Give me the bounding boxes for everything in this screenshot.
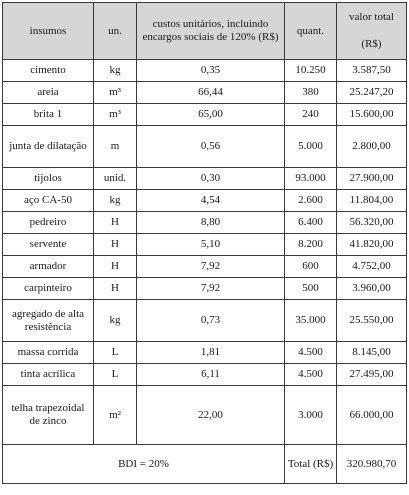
cell-un: H [94, 278, 137, 300]
cell-custo: 7,92 [137, 256, 285, 278]
cell-total: 3.587,50 [337, 60, 407, 82]
table-row [3, 234, 407, 256]
cell-quant: 93.000 [285, 168, 337, 190]
cell-un: L [94, 364, 137, 386]
cell-total: 11.804,00 [337, 190, 407, 212]
header-un: un. [94, 3, 137, 60]
cell-un: H [94, 234, 137, 256]
header-quant: quant. [285, 3, 337, 60]
table-footer [3, 445, 407, 484]
cell-custo: 66,44 [137, 82, 285, 104]
cell-un: m³ [94, 104, 137, 126]
cell-insumo: areia [3, 82, 94, 104]
cell-quant: 500 [285, 278, 337, 300]
cell-insumo: telha trapezoidal de zinco [3, 386, 94, 445]
table-row [3, 212, 407, 234]
cell-insumo: cimento [3, 60, 94, 82]
cell-total: 2.800,00 [337, 126, 407, 168]
cell-insumo: junta de dilatação [3, 126, 94, 168]
cell-un: m³ [94, 82, 137, 104]
cell-quant: 6.400 [285, 212, 337, 234]
cell-custo: 65,00 [137, 104, 285, 126]
table-row [3, 342, 407, 364]
table-row [3, 126, 407, 168]
cell-total: 4.752,00 [337, 256, 407, 278]
cell-custo: 0,30 [137, 168, 285, 190]
cell-insumo: aço CA-50 [3, 190, 94, 212]
table-row [3, 190, 407, 212]
cell-insumo: agregado de alta resistência [3, 300, 94, 342]
cell-insumo: servente [3, 234, 94, 256]
header-valor-total [337, 3, 407, 60]
cell-total: 3.960,00 [337, 278, 407, 300]
cell-custo: 0,73 [137, 300, 285, 342]
cell-custo: 7,92 [137, 278, 285, 300]
header-custo: custos unitários, incluindo encargos sociais de 120% (R$) [137, 3, 285, 60]
table-row [3, 60, 407, 82]
cell-un: kg [94, 60, 137, 82]
cell-un: kg [94, 300, 137, 342]
cell-insumo: pedreiro [3, 212, 94, 234]
cell-insumo: massa corrida [3, 342, 94, 364]
cell-un: H [94, 212, 137, 234]
cell-quant: 2.600 [285, 190, 337, 212]
cell-quant: 35.000 [285, 300, 337, 342]
cell-total: 15.600,00 [337, 104, 407, 126]
cell-quant: 380 [285, 82, 337, 104]
table-row [3, 256, 407, 278]
header-valor-total-unit: (R$) [361, 38, 382, 50]
table-row [3, 82, 407, 104]
cell-quant: 8.200 [285, 234, 337, 256]
cell-custo: 4,54 [137, 190, 285, 212]
cell-total: 27.900,00 [337, 168, 407, 190]
table-header [3, 3, 407, 60]
cell-quant: 4.500 [285, 342, 337, 364]
cell-quant: 5.000 [285, 126, 337, 168]
bdi-label: BDI = 20% [3, 445, 285, 484]
table-row [3, 364, 407, 386]
cell-total: 56.320,00 [337, 212, 407, 234]
total-value: 320.980,70 [337, 445, 407, 484]
cell-custo: 5,10 [137, 234, 285, 256]
total-label: Total (R$) [285, 445, 337, 484]
cell-quant: 600 [285, 256, 337, 278]
table-row [3, 300, 407, 342]
cell-un: m² [94, 386, 137, 445]
cell-un: L [94, 342, 137, 364]
cell-quant: 10.250 [285, 60, 337, 82]
cell-quant: 240 [285, 104, 337, 126]
cell-un: m [94, 126, 137, 168]
cell-quant: 3.000 [285, 386, 337, 445]
cost-table [2, 2, 407, 484]
cell-total: 27.495,00 [337, 364, 407, 386]
cell-insumo: carpinteiro [3, 278, 94, 300]
cell-un: kg [94, 190, 137, 212]
cell-total: 8.145,00 [337, 342, 407, 364]
cell-custo: 0,35 [137, 60, 285, 82]
table-row [3, 278, 407, 300]
header-valor-total-label: valor total [349, 11, 394, 23]
table-row [3, 104, 407, 126]
cell-total: 25.247,20 [337, 82, 407, 104]
cell-un: H [94, 256, 137, 278]
cell-un: unid. [94, 168, 137, 190]
cell-total: 25.550,00 [337, 300, 407, 342]
cell-insumo: tinta acrílica [3, 364, 94, 386]
table-row [3, 386, 407, 445]
table-body [3, 60, 407, 445]
cell-custo: 8,80 [137, 212, 285, 234]
cell-insumo: tijolos [3, 168, 94, 190]
cell-custo: 0,56 [137, 126, 285, 168]
cell-insumo: armador [3, 256, 94, 278]
header-insumos: insumos [3, 3, 94, 60]
cell-insumo: brita 1 [3, 104, 94, 126]
cell-total: 41.820,00 [337, 234, 407, 256]
cell-custo: 6,11 [137, 364, 285, 386]
cell-quant: 4.500 [285, 364, 337, 386]
cell-total: 66.000,00 [337, 386, 407, 445]
cell-custo: 1,81 [137, 342, 285, 364]
table-row [3, 168, 407, 190]
total-row [3, 445, 407, 484]
cell-custo: 22,00 [137, 386, 285, 445]
